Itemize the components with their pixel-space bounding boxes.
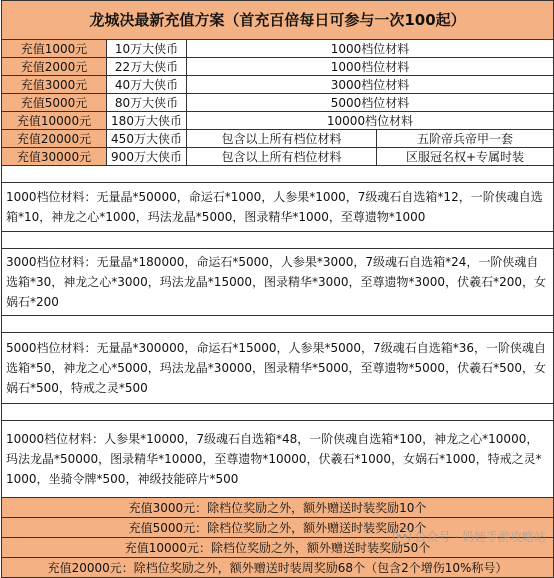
- tier-coins: 22万大侠币: [107, 58, 187, 76]
- tier-amount: 充值1000元: [2, 40, 107, 58]
- tier-extra: 五阶帝兵帝甲一套: [377, 130, 554, 148]
- bonus-text: 充值10000元：除档位奖励之外，额外赠送时装奖励50个: [2, 538, 554, 558]
- tier-reward: 包含以上所有档位材料: [187, 148, 377, 166]
- tier-reward: 1000档位材料: [187, 58, 554, 76]
- tier-amount: 充值2000元: [2, 58, 107, 76]
- materials-5000: 5000档位材料：无量晶*300000，命运石*15000，人参果*5000，7级魂石自选箱*36，一阶侠魂自选箱*50，神龙之心*5000，玛法龙晶*30000，图录精华*5000，至尊遗物*5000，伏羲石*500，女娲石*500，特戒之灵*500: [2, 333, 554, 404]
- tier-coins: 40万大侠币: [107, 76, 187, 94]
- bonus-row-3000: [2, 498, 554, 518]
- tier-amount: 充值5000元: [2, 94, 107, 112]
- tier-row-10000: [2, 112, 554, 130]
- tier-coins: 180万大侠币: [107, 112, 187, 130]
- wechat-icon: [393, 527, 411, 545]
- watermark: [393, 527, 546, 545]
- materials-3000: 3000档位材料：无量晶*180000，命运石*5000，人参果*3000，7级魂石自选箱*24，一阶侠魂自选箱*30，神龙之心*3000，玛法龙晶*15000，图录精华*3000，至尊遗物*3000，伏羲石*200，女娲石*200: [2, 249, 554, 316]
- tier-row-2000: [2, 58, 554, 76]
- watermark-text: 公众号 · 奶娃手游攻略站: [414, 529, 546, 544]
- materials-1000: 1000档位材料：无量晶*50000，命运石*1000，人参果*1000，7级魂石自选箱*12，一阶侠魂自选箱*10，神龙之心*1000，玛法龙晶*5000，图录精华*1000，至尊遗物*1000: [2, 183, 554, 232]
- bonus-row-20000: [2, 558, 554, 578]
- tier-coins: 900万大侠币: [107, 148, 187, 166]
- tier-reward: 包含以上所有档位材料: [187, 130, 377, 148]
- tier-amount: 充值10000元: [2, 112, 107, 130]
- spacer: [2, 232, 554, 249]
- tier-row-30000: [2, 148, 554, 166]
- tier-reward: 3000档位材料: [187, 76, 554, 94]
- tier-amount: 充值20000元: [2, 130, 107, 148]
- bonus-text: 充值3000元：除档位奖励之外，额外赠送时装奖励10个: [2, 498, 554, 518]
- tier-row-3000: [2, 76, 554, 94]
- spacer: [2, 166, 554, 183]
- tier-reward: 10000档位材料: [187, 112, 554, 130]
- spacer: [2, 404, 554, 421]
- tier-coins: 80万大侠币: [107, 94, 187, 112]
- tier-coins: 10万大侠币: [107, 40, 187, 58]
- tier-coins: 450万大侠币: [107, 130, 187, 148]
- bonus-text: 充值5000元：除档位奖励之外，额外赠送时装奖励20个: [2, 518, 554, 538]
- tier-reward: 1000档位材料: [187, 40, 554, 58]
- tier-row-20000: [2, 130, 554, 148]
- page-title: 龙城决最新充值方案（首充百倍每日可参与一次100起）: [2, 1, 554, 40]
- recharge-table: [1, 0, 554, 578]
- bonus-text: 充值20000元：除档位奖励之外，额外赠送时装周奖励68个（包含2个增伤10%称号）: [2, 558, 554, 578]
- materials-10000: 10000档位材料：人参果*10000，7级魂石自选箱*48，一阶侠魂自选箱*100，神龙之心*10000，玛法龙晶*50000，图录精华*10000，至尊遗物*10000，伏羲石*1000，女娲石*1000，特戒之灵*1000，坐骑令牌*500，神级技能碎片*500: [2, 421, 554, 498]
- tier-row-5000: [2, 94, 554, 112]
- tier-row-1000: [2, 40, 554, 58]
- tier-extra: 区服冠名权+专属时装: [377, 148, 554, 166]
- tier-amount: 充值30000元: [2, 148, 107, 166]
- spacer: [2, 316, 554, 333]
- tier-amount: 充值3000元: [2, 76, 107, 94]
- tier-reward: 5000档位材料: [187, 94, 554, 112]
